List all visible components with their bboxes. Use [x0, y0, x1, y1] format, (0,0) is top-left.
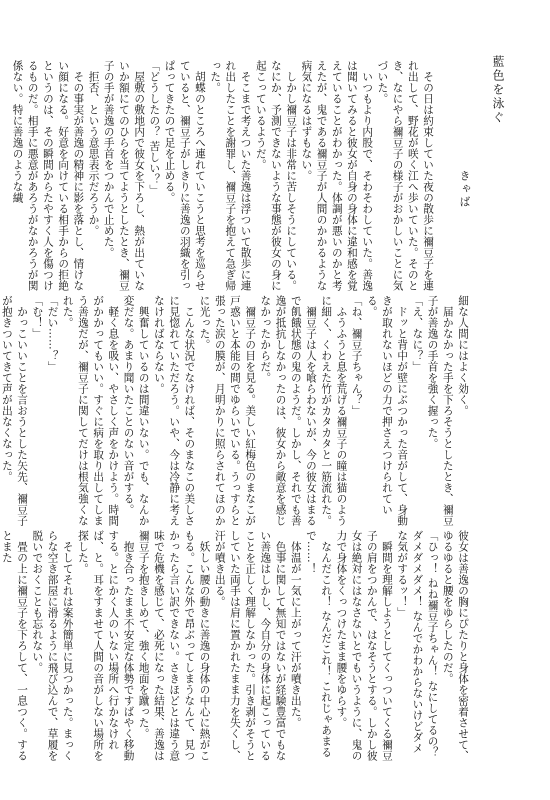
- paragraph: 体温が一気に上がって汗が噴き出た。: [289, 540, 302, 728]
- text-column-middle: [0, 295, 470, 527]
- paragraph: そこまで考えついた善逸は浮ついて散歩に連れ出したことを謝罪し、禰豆子を抱えて急ぎ帰った。: [209, 60, 252, 291]
- paragraph: 軽く息を吸い、やさしく声をかけよう。時間がかかってもいい。すぐに病を取り出してしまう善逸だが、禰豆子に関してだけは根気強くなれた。: [61, 295, 120, 526]
- paragraph: 興奮しているのは間違いない。でも、なんか変だな。あまり聞いたことのない音がする。: [122, 295, 150, 526]
- paragraph: 禰豆子は人を喰らわないが、今の彼女はまるで飢餓状態の鬼のようだ。しかし、それでも善逸が抵抗しなかったのは、彼女から敵意を感じなかったからだ。: [259, 295, 317, 526]
- paragraph: 瞬間を理解しようとしてくっついてくる禰豆子の肩をつかんで、はなそうとする。しかし彼女は絶対にはなさないとでもいうように、鬼の力で身体をくっつけたまま腰をゆらす。: [335, 530, 393, 761]
- paragraph: かっこいいことを言おうとした矢先、禰豆子が抱きついてきて声が出なくなった。: [0, 295, 29, 526]
- paragraph: しかし禰豆子は非常に苦しそうにしている。なにか、予測できないような事態が彼女の身に起こっているようだ。: [254, 60, 298, 291]
- paragraph: 屋敷の敷地内で彼女を下ろし、熱が出ていないか額にてのひらを当てようとしたとき、禰豆子の手が善逸の手首をつかんで止めた。: [102, 60, 146, 291]
- dialogue-line: 「え、なに？」: [411, 295, 424, 372]
- paragraph: 届かなかった手を下ろそうとしたとき、禰豆子が善逸の手首を強く握った。: [426, 295, 454, 526]
- paragraph: 色事に関して無知ではないが経験豊富でもない善逸はしかし、今自分の身体に起こっていることを正しく理解しなかった。引き剥がそうとしていた両手は肩に置かれたまま力を失くし、汗が噴き出る。: [213, 530, 287, 761]
- paragraph: 細な人間にはよく効く。: [457, 295, 469, 416]
- author-name: きゃば: [458, 170, 471, 209]
- paragraph: いつもより内股で、そわそわしていた。善逸は聞いてみると彼女が自身の身体に違和感を覚えていることがわかった。体調が悪いのかと考えたが、鬼である禰豆子が人間のかかるような病気になるはずもない。: [300, 60, 374, 291]
- dialogue-line: 「ひっ！ ねね禰豆子ちゃん！ なにしてるの？ ダメダメダメ！ なんでかわからないけどダメな気がするッ！」: [396, 530, 439, 758]
- paragraph: こんな状況でなければ、そのまなこの美しさに見惚れていただろう。いや、今は冷静に考えなければならない。: [152, 295, 196, 526]
- dialogue-line: 「む！」: [31, 295, 44, 339]
- text-column-lower: [0, 530, 470, 762]
- paragraph: 妖しい腰の動きに善逸の身体の中心に熱がこもる。こんな外で昂ぶってしまうなんて、見つかったら言い訳できない。さきほどとは違う意味で危機を感じて、必死になった結果、善逸は禰豆子を抱きしめて、強く地面を蹴った。: [137, 530, 211, 761]
- paragraph: ドッと背中が壁にぶつかった音がして、身動きが取れないほどの力で押さえつけられている。: [365, 295, 409, 526]
- paragraph: そしてそれは案外簡単に見つかった。まっくらな空き部屋に滑るように飛び込んで、草履を脱いでおくことも忘れない。: [31, 530, 74, 761]
- paragraph: その日は約束していた夜の散歩に禰豆子を連れ出して、野花が咲く江へ歩いていた。そのとき、なにやら禰豆子の様子がおかしいことに気づいた。: [376, 60, 434, 291]
- dialogue-line: 「だい……？」: [46, 295, 59, 372]
- story-title: 藍色を泳ぐ: [491, 55, 505, 125]
- paragraph: 胡蝶のところへ連れていこうと思考を巡らせていると、禰豆子がしきりに善逸の羽織を引っぱってきたので足を止める。: [163, 60, 206, 291]
- paragraph: 抱き合ったまま不安定な体勢ですばやく移動する。とにかく人のいない場所へ行かなければ、と。耳をすませて人間の音がしない場所を探した。: [76, 530, 135, 761]
- paragraph: ふうふうと息を荒げる禰豆子の瞳は猫のように細く、くわえた竹がカタカタと一筋流れた。: [320, 295, 348, 526]
- paragraph: 禰豆子の目を見る。美しい紅梅色のまなこが戸惑いと本能の間でゆらいでいる。うっすらと張った涙の膜が、月明かりに照らされてほのかに光った。: [198, 295, 257, 526]
- paragraph: 畳の上に禰豆子を下ろして、一息つく。するとまた: [0, 530, 29, 761]
- dialogue-line: 「ね、禰豆子ちゃん？」: [350, 295, 363, 416]
- paragraph: 彼女は善逸の胸にぴたりと身体を密着させて、ゆるゆると腰をゆらしたのだ。: [441, 530, 469, 761]
- text-column-upper: [11, 60, 435, 292]
- paragraph: なんだこれ！ なんだこれ！ これじゃあまるで……！: [304, 530, 333, 758]
- paragraph: 拒否、という意思表示だろうか。: [87, 70, 100, 236]
- dialogue-line: 「どうしたの？ 苦しい？」: [148, 60, 161, 196]
- paragraph: その事実が善逸の精神に影を落とし、情けない顔になる。好意を向けている相手からの拒絶というのは、その瞬間からたやすく人を傷つけるものだ。相手に悪意があろうがなかろうが関係ない。特に善逸のような繊: [11, 60, 85, 291]
